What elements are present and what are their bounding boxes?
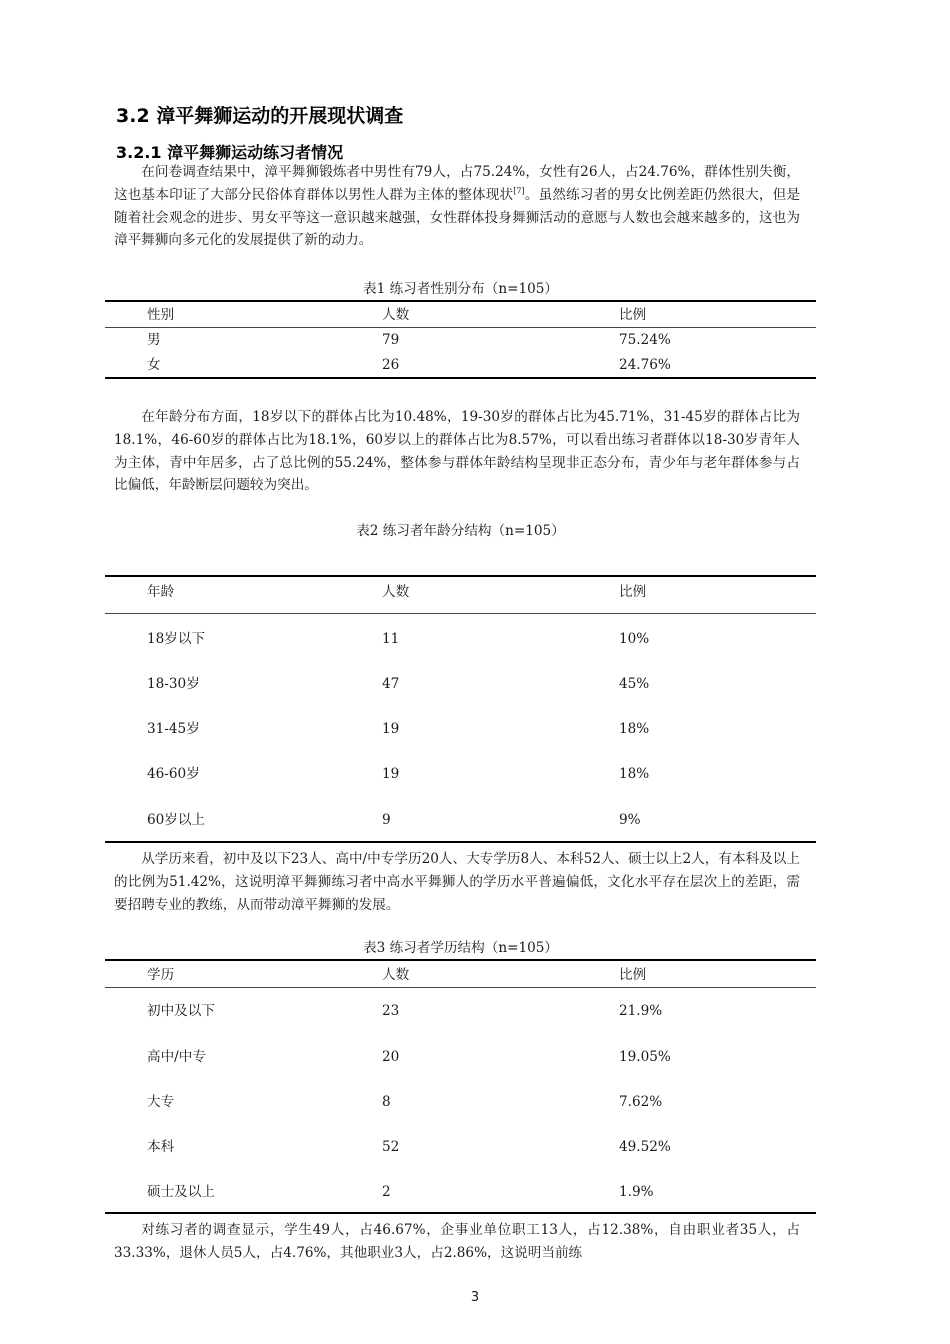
table-row <box>105 1047 816 1067</box>
table-cell: 初中及以下 <box>147 1003 215 1019</box>
header-cell: 比例 <box>619 307 647 323</box>
gender-paragraph <box>114 161 800 252</box>
table-cell: 21.9% <box>619 1003 663 1019</box>
occupation-paragraph: 对练习者的调查显示，学生49人，占46.67%，企事业单位职工13人，占12.38%，自由职业者35人，占33.33%，退休人员5人，占4.76%，其他职业3人，占2.86%，这说明当前练 <box>114 1222 800 1261</box>
table-header-rule <box>105 987 816 988</box>
table-cell: 19 <box>382 766 400 782</box>
table-cell: 47 <box>382 676 400 692</box>
table-cell: 9% <box>619 812 641 828</box>
citation-mark: [7] <box>513 186 525 196</box>
table-row <box>105 629 816 649</box>
table-cell: 9 <box>382 812 391 828</box>
table-cell: 24.76% <box>619 357 671 373</box>
table-cell: 本科 <box>147 1139 175 1155</box>
age-paragraph: 在年龄分布方面，18岁以下的群体占比为10.48%，19-30岁的群体占比为45.71%，31-45岁的群体占比为18.1%，46-60岁的群体占比为18.1%，60岁以上的群体占比为8.57%，可以看出练习者群体以18-30岁青年人为主体，青中年居多，占了总比例的55.24%，整体参与群体年龄结构呈现非正态分布，青少年与老年群体参与占比偏低，年龄断层问题较为突出。 <box>114 409 800 494</box>
table-row <box>105 674 816 694</box>
table-cell: 23 <box>382 1003 400 1019</box>
table-cell: 60岁以上 <box>147 812 206 828</box>
table-cell: 18-30岁 <box>147 676 200 692</box>
gender-paragraph-text-a: 在问卷调查结果中，漳平舞狮锻炼者中男性有79人，占75.24%，女性有26人，占24.76%，群体性别失衡，这也基本印证了大部分民俗体育群体以男性人群为主体的整体现状 <box>114 164 800 203</box>
table-bottom-rule <box>105 841 816 843</box>
table-cell: 75.24% <box>619 332 671 348</box>
gender-paragraph-text-b: 。虽然练习者的男女比例差距仍然很大，但是随着社会观念的进步、男女平等这一意识越来越强，女性群体投身舞狮活动的意愿与人数也会越来越多的，这也为漳平舞狮向多元化的发展提供了新的动力。 <box>114 186 801 249</box>
table-bottom-rule <box>105 377 816 379</box>
table-row <box>105 1092 816 1112</box>
table-row <box>105 330 816 350</box>
section-heading: 3.2 漳平舞狮运动的开展现状调查 <box>116 105 404 127</box>
header-cell: 比例 <box>619 967 647 983</box>
table-row <box>105 355 816 375</box>
table-cell: 26 <box>382 357 400 373</box>
table-cell: 男 <box>147 332 161 348</box>
table-cell: 46-60岁 <box>147 766 200 782</box>
header-cell: 性别 <box>147 307 175 323</box>
header-cell: 人数 <box>382 967 410 983</box>
table-cell: 20 <box>382 1049 400 1065</box>
table-cell: 19.05% <box>619 1049 671 1065</box>
table-cell: 18% <box>619 721 650 737</box>
table-cell: 1.9% <box>619 1184 654 1200</box>
table-cell: 31-45岁 <box>147 721 200 737</box>
table-cell: 2 <box>382 1184 391 1200</box>
page-number: 3 <box>470 1290 480 1305</box>
table-top-rule <box>105 959 816 961</box>
table-cell: 45% <box>619 676 650 692</box>
table-cell: 10% <box>619 631 650 647</box>
header-cell: 年龄 <box>147 584 175 600</box>
table-cell: 18% <box>619 766 650 782</box>
table-row <box>105 810 816 830</box>
table-cell: 大专 <box>147 1094 175 1110</box>
table-header-row <box>105 582 816 602</box>
table-cell: 19 <box>382 721 400 737</box>
table-row <box>105 1001 816 1021</box>
table-cell: 7.62% <box>619 1094 663 1110</box>
table-top-rule <box>105 300 816 302</box>
table-top-rule <box>105 575 816 577</box>
table-cell: 52 <box>382 1139 400 1155</box>
table-row <box>105 1137 816 1157</box>
subsection-heading: 3.2.1 漳平舞狮运动练习者情况 <box>116 143 344 162</box>
table-cell: 18岁以下 <box>147 631 206 647</box>
table-row <box>105 719 816 739</box>
table-cell: 高中/中专 <box>147 1049 206 1065</box>
table-header-rule <box>105 613 816 614</box>
table-header-row <box>105 965 816 985</box>
table-cell: 女 <box>147 357 161 373</box>
table-bottom-rule <box>105 1212 816 1214</box>
table-row <box>105 764 816 784</box>
table-header-row <box>105 305 816 325</box>
header-cell: 学历 <box>147 967 175 983</box>
table2-caption: 表2 练习者年龄分结构（n=105） <box>356 523 565 539</box>
education-paragraph: 从学历来看，初中及以下23人、高中/中专学历20人、大专学历8人、本科52人、硕士以上2人，有本科及以上的比例为51.42%，这说明漳平舞狮练习者中高水平舞狮人的学历水平普遍偏低，文化水平存在层次上的差距，需要招聘专业的教练，从而带动漳平舞狮的发展。 <box>114 851 800 913</box>
table3-caption: 表3 练习者学历结构（n=105） <box>363 940 558 956</box>
table-cell: 硕士及以上 <box>147 1184 215 1200</box>
header-cell: 人数 <box>382 584 410 600</box>
table1-caption: 表1 练习者性别分布（n=105） <box>363 281 558 297</box>
header-cell: 人数 <box>382 307 410 323</box>
table-cell: 11 <box>382 631 400 647</box>
table-cell: 79 <box>382 332 400 348</box>
table-row <box>105 1182 816 1202</box>
table-cell: 49.52% <box>619 1139 671 1155</box>
table-cell: 8 <box>382 1094 391 1110</box>
table-header-rule <box>105 327 816 328</box>
header-cell: 比例 <box>619 584 647 600</box>
